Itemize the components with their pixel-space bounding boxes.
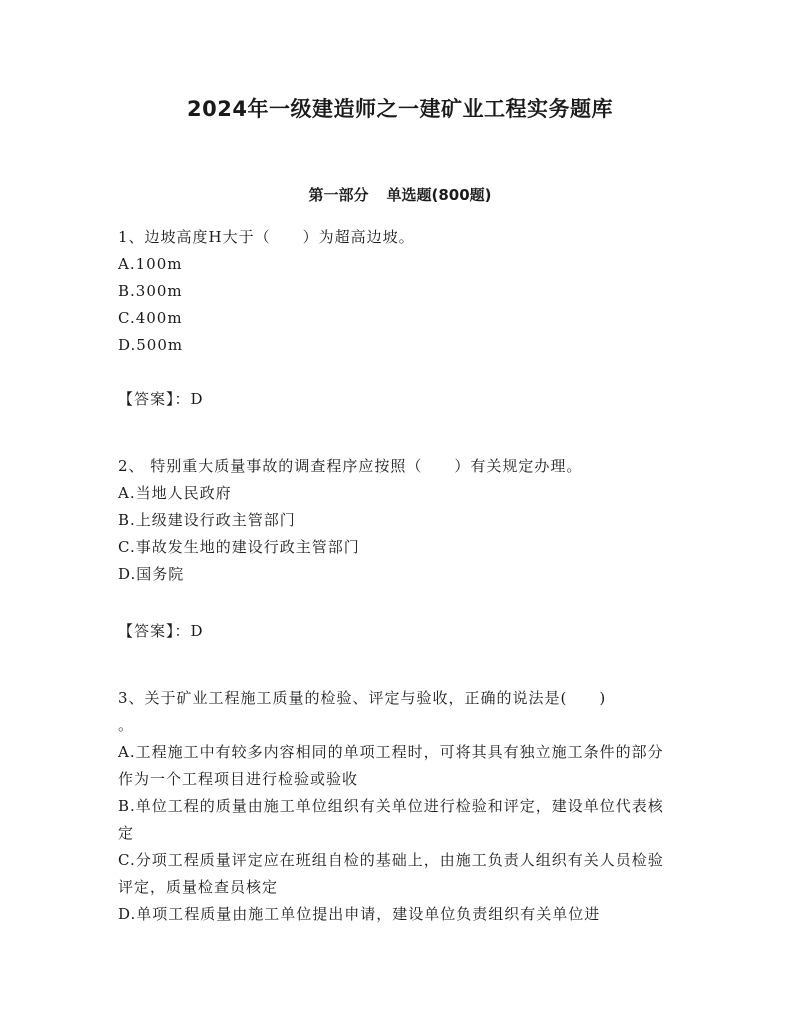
document-title: 2024年一级建造师之一建矿业工程实务题库	[187, 97, 613, 121]
option-c: C.400m	[118, 309, 183, 327]
answer-2: 【答案】：D	[118, 622, 204, 640]
option-c: C.事故发生地的建设行政主管部门	[118, 538, 360, 556]
option-a: A.当地人民政府	[118, 484, 232, 502]
option-b: B.300m	[118, 282, 183, 300]
question-stem: 2、 特别重大质量事故的调查程序应按照（ ）有关规定办理。	[118, 457, 583, 475]
option-d: D.国务院	[118, 565, 185, 583]
option-c: C.分项工程质量评定应在班组自检的基础上，由施工负责人组织有关人员检验评定，质量检查员核定	[118, 851, 664, 896]
section-part-label: 第一部分	[308, 186, 369, 204]
option-a: A.100m	[118, 255, 183, 273]
section-type-label: 单选题(800题)	[386, 186, 492, 204]
option-b: B.单位工程的质量由施工单位组织有关单位进行检验和评定，建设单位代表核定	[118, 797, 664, 842]
option-d: D.500m	[118, 336, 184, 354]
question-2	[118, 453, 678, 588]
question-stem-continuation: 。	[118, 716, 135, 734]
answer-1: 【答案】：D	[118, 390, 204, 408]
question-stem: 1、边坡高度H大于（ ）为超高边坡。	[118, 228, 415, 246]
option-d: D.单项工程质量由施工单位提出申请，建设单位负责组织有关单位进	[118, 905, 601, 923]
question-1	[118, 224, 678, 359]
question-3	[118, 685, 678, 928]
section-heading	[0, 183, 800, 207]
question-stem: 3、关于矿业工程施工质量的检验、评定与验收，正确的说法是( )	[118, 689, 607, 707]
option-b: B.上级建设行政主管部门	[118, 511, 296, 529]
option-a: A.工程施工中有较多内容相同的单项工程时，可将其具有独立施工条件的部分作为一个工程项目进行检验或验收	[118, 743, 664, 788]
